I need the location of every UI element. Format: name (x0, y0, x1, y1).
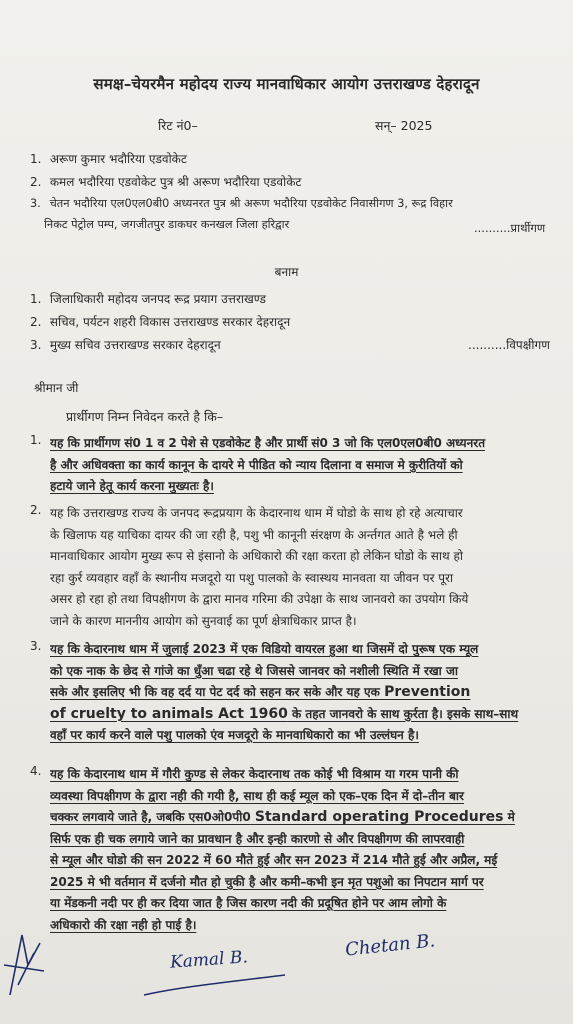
petitioner-address: निकट पेट्रोल पम्प, जगजीतपुर डाकघर कनखल जिला हरिद्वार (44, 218, 290, 231)
paragraph-1: 1. यह कि प्रार्थीगण सं0 1 व 2 पेशे से एडवोकेट है और प्रार्थी सं0 3 जो कि एल0एल0बी0 अध्यनरत है और अधिवक्ता का कार्य कानून के दायरे मे पीडित को न्याय दिलाना व समाज मे कुरीतियों को हटाये जाने हेतू कार्य करना मुख्यतः है। (30, 433, 560, 498)
paragraph-line: मानवाधिकार आयोग मुख्य रूप से इंसानो के अधिकारो की रक्षा करता हो लेकिन घोडो के साथ हो (50, 549, 463, 563)
paragraph-line: चक्कर लगवाये जाते है, जबकि एस0ओ0पी0 Standard operating Procedures मे (50, 809, 515, 825)
writ-year: सन्– 2025 (375, 118, 433, 133)
signature-chetan: Chetan B. (344, 930, 437, 961)
paragraph-line: सिर्फ एक ही चक लगाये जाने का प्रावधान है और इन्ही कारणो से और विपक्षीगण की लापरवाही (50, 831, 465, 846)
paragraph-line: जाने के कारण माननीय आयोग को सुनवाई का पूर्ण क्षेत्राधिकार प्राप्त है। (50, 613, 357, 628)
paragraph-3: 3. यह कि केदारनाथ धाम में जुलाई 2023 में एक विडियो वायरल हुआ था जिसमें दो पुरूष एक म्यूल को एक नाक के छेद से गांजे का धुँआ चढा रहे थे जिससे जानवर को नशीली स्थिति में रखा जा सके और इसलिए भी कि वह दर्द या पेट दर्द को सहन कर सके और यह एक Prevention of cruelty to animals Act 1960 के तहत जानवरो के साथ कुर्रता है। इसके साथ–साथ वहाँ पर कार्य करने वाले पशु पालको एंव मजदूरो के मानवाधिकारो का भी उल्लंघन है। (30, 639, 560, 747)
paragraph-line: वहाँ पर कार्य करने वाले पशु पालको एंव मजदूरो के मानवाधिकारो का भी उल्लंघन है। (50, 728, 419, 742)
paragraph-4: 4. यह कि केदारनाथ धाम में गौरी कुण्ड से लेकर केदारनाथ तक कोई भी विश्राम या गरम पानी की व्यवस्था विपक्षीगण के द्वारा नही की गयी है, साथ ही कई म्यूल को एक–एक दिन में दो–तीन बार चक्कर लगवाये जाते है, जबकि एस0ओ0पी0 Standard operating Procedures मे सिर्फ एक ही चक लगाये जाने का प्रावधान है और इन्ही कारणो से और विपक्षीगण की लापरवाही से म्यूल और घोडो की सन 2022 में 60 मौते हुई और सन 2023 में 214 मौते हुई और अप्रैल, मई 2025 मे भी वर्तमान में दर्जनो मौत हो चुकी है और कमी–कभी इन मृत पशुओ का निपटान मार्ग पर या मेंडकनी नदी पर ही कर दिया जात है जिस कारण नदी की प्रदूषित होने पर आम लोगो के अधिकारो की रक्षा नही हो पाई है। (30, 764, 560, 936)
paragraph-line: या मेंडकनी नदी पर ही कर दिया जात है जिस कारण नदी की प्रदूषित होने पर आम लोगो के (50, 896, 447, 910)
document-title: समक्ष–चेयरमैन महोदय राज्य मानवाधिकार आयोग उत्तराखण्ड देहरादून (93, 75, 480, 93)
salutation: श्रीमान जी (34, 381, 79, 395)
paragraph-line: के खिलाफ यह याचिका दायर की जा रही है, पशु भी कानूनी संरक्षण के अर्न्तगत आते है भले ही (50, 527, 458, 542)
petitioner-1: 1. अरूण कुमार भदौरिया एडवोकेट (30, 152, 187, 166)
paragraph-line: है और अधिवक्ता का कार्य कानून के दायरे मे पीडित को न्याय दिलाना व समाज मे कुरीतियों को (50, 457, 463, 472)
paragraph-line: असर हो रहा हो तथा विपक्षीगण के द्वारा मानव गरिमा की उपेक्षा के साथ जानवरो का उपयोग किये (50, 592, 469, 606)
signature-kamal-flourish (140, 965, 290, 1005)
paragraph-line: of cruelty to animals Act 1960 के तहत जानवरो के साथ कुर्रता है। इसके साथ–साथ (50, 705, 519, 722)
petitioner-tag: ..........प्रार्थीगण (474, 221, 546, 235)
respondent-3: 3. मुख्य सचिव उत्तराखण्ड सरकार देहरादून (30, 338, 221, 352)
paragraph-line: यह कि उत्तराखण्ड राज्य के जनपद रूद्रप्रयाग के केदारनाथ धाम में घोडो के साथ हो रहे अत्याचार (50, 506, 463, 520)
paragraph-line: यह कि प्रार्थीगण सं0 1 व 2 पेशे से एडवोकेट है और प्रार्थी सं0 3 जो कि एल0एल0बी0 अध्यनरत (50, 436, 486, 450)
paragraph-line: यह कि केदारनाथ धाम में गौरी कुण्ड से लेकर केदारनाथ तक कोई भी विश्राम या गरम पानी की (50, 767, 459, 781)
paragraph-2: 2. यह कि उत्तराखण्ड राज्य के जनपद रूद्रप्रयाग के केदारनाथ धाम में घोडो के साथ हो रहे अत्याचार के खिलाफ यह याचिका दायर की जा रही है, पशु भी कानूनी संरक्षण के अर्न्तगत आते है भले ही मानवाधिकार आयोग मुख्य रूप से इंसानो के अधिकारो की रक्षा करता हो लेकिन घोडो के साथ हो रहा कुर्र व्यवहार वहाँ के स्थानीय मजदूरो या पशु पालको के स्वास्थय मानवता या जीवन पर पूरा असर हो रहा हो तथा विपक्षीगण के द्वारा मानव गरिमा की उपेक्षा के साथ जानवरो का उपयोग किये जाने के कारण माननीय आयोग को सुनवाई का पूर्ण क्षेत्राधिकार प्राप्त है। (30, 503, 560, 632)
signature-scribble-left (0, 925, 50, 1005)
paragraph-line: व्यवस्था विपक्षीगण के द्वारा नही की गयी है, साथ ही कई म्यूल को एक–एक दिन में दो–तीन बार (50, 788, 464, 803)
signature-kamal: Kamal B. (169, 947, 249, 973)
paragraph-line: हटाये जाने हेतू कार्य करना मुख्यतः है। (50, 479, 214, 493)
respondent-1: 1. जिलाधिकारी महोदय जनपद रूद्र प्रयाग उत्तराखण्ड (30, 292, 266, 306)
writ-number: रिट नं0– (158, 118, 198, 133)
paragraph-line: अधिकारो की रक्षा नही हो पाई है। (50, 917, 197, 932)
paragraph-line: से म्यूल और घोडो की सन 2022 में 60 मौते हुई और सन 2023 में 214 मौते हुई और अप्रैल, मई (50, 853, 498, 867)
petitioner-3: 3. चेतन भदौरिया एल0एल0बी0 अध्यनरत पुत्र श्री अरूण भदौरिया एडवोकेट निवासीगण 3, रूद्र विहार (30, 197, 453, 210)
paragraph-line: यह कि केदारनाथ धाम में जुलाई 2023 में एक विडियो वायरल हुआ था जिसमें दो पुरूष एक म्यूल (50, 642, 479, 656)
paragraph-line: रहा कुर्र व्यवहार वहाँ के स्थानीय मजदूरो या पशु पालको के स्वास्थय मानवता या जीवन पर पूरा (50, 570, 454, 585)
respondent-2: 2. सचिव, पर्यटन शहरी विकास उत्तराखण्ड सरकार देहरादून (30, 315, 291, 329)
petitioner-2: 2. कमल भदौरिया एडवोकेट पुत्र श्री अरूण भदौरिया एडवोकेट (30, 175, 302, 189)
intro-line: प्रार्थीगण निम्न निवेदन करते है कि– (66, 409, 224, 424)
paragraph-line: 2025 मे भी वर्तमान में दर्जनो मौत हो चुकी है और कमी–कभी इन मृत पशुओ का निपटान मार्ग पर (50, 874, 484, 889)
paragraph-line: को एक नाक के छेद से गांजे का धुँआ चढा रहे थे जिससे जानवर को नशीली स्थिति में रखा जा (50, 663, 458, 678)
respondent-tag: ..........विपक्षीगण (468, 338, 550, 352)
paragraph-line: सके और इसलिए भी कि वह दर्द या पेट दर्द को सहन कर सके और यह एक Prevention (50, 684, 471, 700)
versus-label: बनाम (274, 265, 299, 279)
